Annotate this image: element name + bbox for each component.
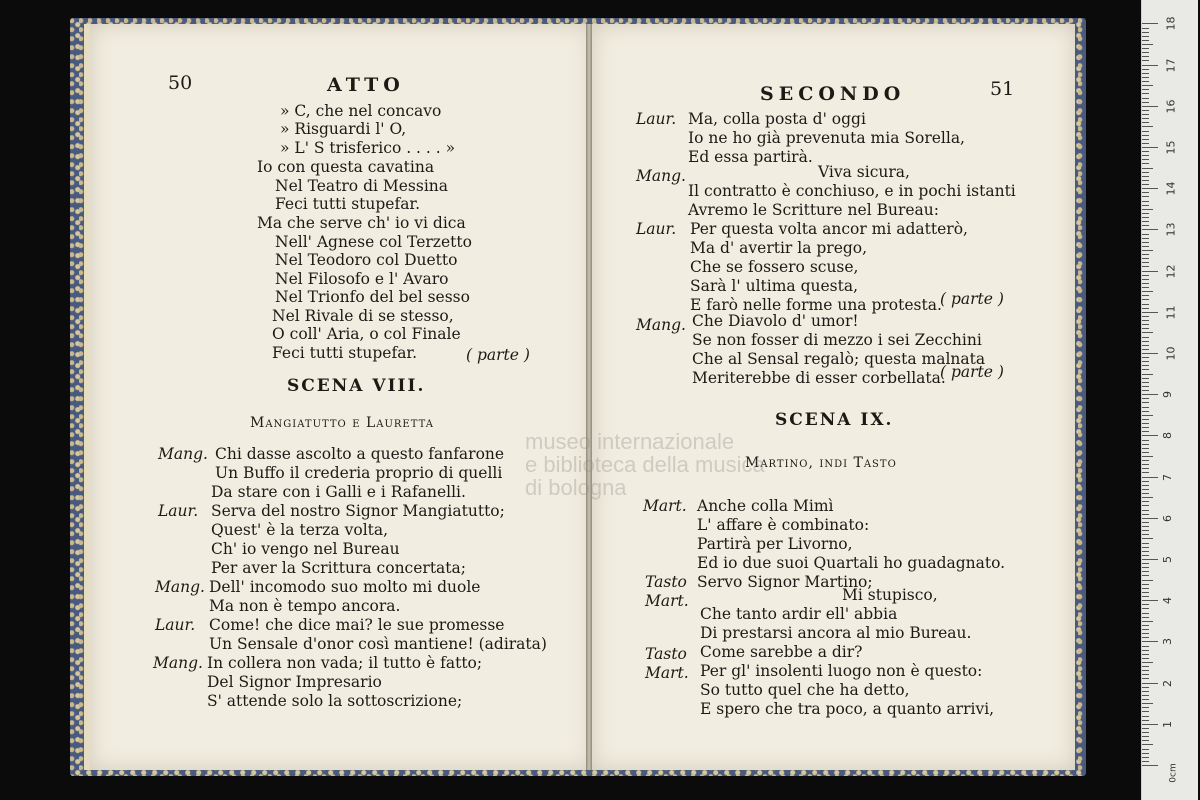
ruler-number: 11 (1164, 305, 1178, 320)
ruler-tick (1142, 221, 1149, 222)
ruler-tick (1142, 757, 1149, 758)
speaker-label: Tasto (645, 645, 687, 663)
ruler-number: 5 (1161, 556, 1174, 563)
ruler-tick (1142, 52, 1149, 53)
ruler-tick (1142, 299, 1149, 300)
ruler-tick (1142, 440, 1149, 441)
ruler-tick (1142, 691, 1149, 692)
ruler-tick (1142, 621, 1153, 622)
ruler-tick (1142, 102, 1149, 103)
dialogue-line: Dell' incomodo suo molto mi duole (209, 578, 481, 596)
right-running-head: SECONDO (760, 83, 906, 105)
ruler-tick (1142, 423, 1149, 424)
ruler-tick (1142, 543, 1149, 544)
dialogue-line: Un Sensale d'onor così mantiene! (adirata) (209, 635, 547, 653)
scene-title: SCENA VIII. (287, 376, 426, 396)
verse-line: Ma che serve ch' io vi dica (257, 214, 466, 232)
ruler-tick (1142, 501, 1149, 502)
ruler-tick (1142, 662, 1153, 663)
ruler-tick (1142, 522, 1149, 523)
ruler-tick (1142, 575, 1149, 576)
ruler-tick (1142, 580, 1153, 581)
speaker-label: Laur. (155, 616, 196, 634)
dialogue-line: Partirà per Livorno, (697, 535, 853, 553)
ruler-tick (1142, 163, 1149, 164)
ruler-tick (1142, 674, 1149, 675)
dialogue-line: Io ne ho già prevenuta mia Sorella, (688, 129, 965, 147)
ruler-tick (1142, 415, 1153, 416)
ruler-tick (1142, 394, 1158, 395)
ruler-tick (1142, 753, 1149, 754)
ruler-tick (1142, 666, 1149, 667)
ruler-tick (1142, 279, 1149, 280)
verse-line: » C, che nel concavo (280, 102, 442, 120)
ruler-tick (1142, 254, 1149, 255)
ruler-tick (1142, 407, 1149, 408)
dialogue-line: Il contratto è conchiuso, e in pochi istanti (688, 182, 1016, 200)
ruler-number: 1 (1161, 720, 1174, 728)
ruler-tick (1142, 176, 1149, 177)
ruler-tick (1142, 135, 1149, 136)
watermark-line: di bologna (525, 475, 627, 501)
speaker-label: Mang. (636, 167, 686, 185)
ruler-tick (1142, 448, 1149, 449)
ruler-number: 7 (1161, 473, 1174, 481)
ruler-number: 2 (1161, 679, 1174, 687)
ruler-tick (1142, 699, 1149, 700)
ruler-tick (1142, 435, 1158, 436)
ruler-tick (1142, 201, 1149, 202)
ruler-tick (1142, 143, 1149, 144)
watermark-line: e biblioteca della musica (525, 452, 765, 478)
ruler-tick (1142, 114, 1149, 115)
ruler-tick (1142, 526, 1149, 527)
dialogue-line: Avremo le Scritture nel Bureau: (688, 201, 939, 219)
ruler-tick (1142, 571, 1149, 572)
ruler-tick (1142, 126, 1153, 127)
ruler-tick (1142, 596, 1149, 597)
ruler-tick (1142, 761, 1149, 762)
ruler-tick (1142, 234, 1149, 235)
ruler-tick (1142, 444, 1149, 445)
ruler-tick (1142, 749, 1149, 750)
dialogue-line: Serva del nostro Signor Mangiatutto; (211, 502, 505, 520)
ruler-tick (1142, 271, 1158, 272)
ruler-tick (1142, 452, 1149, 453)
ruler-tick (1142, 60, 1149, 61)
ruler-tick (1142, 654, 1149, 655)
ruler-tick (1142, 588, 1149, 589)
ruler-number: 16 (1164, 99, 1178, 114)
ruler-tick (1142, 398, 1149, 399)
dialogue-line: Che Diavolo d' umor! (692, 312, 859, 330)
verse-line: Nell' Agnese col Terzetto (275, 233, 472, 251)
dialogue-line: Se non fosser di mezzo i sei Zecchini (692, 331, 982, 349)
ruler-tick (1142, 650, 1149, 651)
ruler-tick (1142, 633, 1149, 634)
ruler-tick (1142, 122, 1149, 123)
ruler-tick (1142, 337, 1149, 338)
ruler-number: 3 (1161, 638, 1174, 646)
ruler-tick (1142, 196, 1149, 197)
ruler-tick (1142, 382, 1149, 383)
dialogue-line: Un Buffo il crederia proprio di quelli (215, 464, 503, 482)
ruler-tick (1142, 728, 1149, 729)
library-watermark (525, 430, 765, 499)
ruler-tick (1142, 328, 1149, 329)
stage-direction: ( parte ) (466, 346, 530, 364)
dialogue-line: In collera non vada; il tutto è fatto; (207, 654, 483, 672)
ruler-tick (1142, 703, 1153, 704)
scene-cast: Martino, indi Tasto (745, 455, 897, 471)
ruler-tick (1142, 213, 1149, 214)
ruler-tick (1142, 168, 1153, 169)
measuring-ruler (1141, 0, 1198, 800)
ruler-number: 18 (1164, 16, 1178, 31)
ruler-tick (1142, 563, 1149, 564)
ruler-number: 9 (1161, 391, 1174, 399)
ruler-tick (1142, 670, 1149, 671)
ruler-tick (1142, 250, 1153, 251)
dialogue-line: Ed io due suoi Quartali ho guadagnato. (697, 554, 1006, 572)
ruler-tick (1142, 341, 1149, 342)
ruler-tick (1142, 229, 1158, 230)
dialogue-line: Sarà l' ultima questa, (690, 277, 859, 295)
ruler-tick (1142, 48, 1149, 49)
ruler-tick (1142, 472, 1149, 473)
ruler-tick (1142, 85, 1153, 86)
verse-line: » Risguardi l' O, (280, 120, 407, 138)
ruler-tick (1142, 180, 1149, 181)
ruler-tick (1142, 304, 1149, 305)
ruler-tick (1142, 765, 1158, 766)
ruler-tick (1142, 711, 1149, 712)
ruler-tick (1142, 547, 1149, 548)
ruler-tick (1142, 608, 1149, 609)
dialogue-line: Viva sicura, (818, 163, 910, 181)
dialogue-line: Che al Sensal regalò; questa malnata (692, 350, 986, 368)
ruler-tick (1142, 147, 1158, 148)
ruler-tick (1142, 69, 1149, 70)
speaker-label: Laur. (636, 110, 677, 128)
ruler-tick (1142, 131, 1149, 132)
ruler-tick (1142, 81, 1149, 82)
ruler-tick (1142, 497, 1153, 498)
ruler-tick (1142, 238, 1149, 239)
ruler-tick (1142, 534, 1149, 535)
ruler-tick (1142, 320, 1149, 321)
dialogue-line: E farò nelle forme una protesta. (690, 296, 942, 314)
ruler-tick (1142, 291, 1153, 292)
dialogue-line: Come! che dice mai? le sue promesse (209, 616, 505, 634)
dialogue-line: Ma non è tempo ancora. (209, 597, 401, 615)
ruler-number: 13 (1164, 222, 1178, 237)
ruler-tick (1142, 431, 1149, 432)
ruler-tick (1142, 716, 1149, 717)
dialogue-line: Chi dasse ascolto a questo fanfarone (215, 445, 505, 463)
ruler-tick (1142, 505, 1149, 506)
ruler-tick (1142, 625, 1149, 626)
verse-line: O coll' Aria, o col Finale (272, 325, 461, 343)
dialogue-line: Che se fossero scuse, (690, 258, 859, 276)
dialogue-line: E spero che tra poco, a quanto arrivi, (700, 700, 995, 718)
ruler-tick (1142, 139, 1149, 140)
verse-line: Feci tutti stupefar. (275, 195, 421, 213)
verse-line: Nel Teodoro col Duetto (275, 251, 458, 269)
ruler-tick (1142, 744, 1153, 745)
ruler-tick (1142, 687, 1149, 688)
ruler-tick (1142, 510, 1149, 511)
verse-line: Nel Rivale di se stesso, (272, 307, 454, 325)
speaker-label: Mart. (645, 592, 689, 610)
scene-title: SCENA IX. (775, 410, 894, 430)
dialogue-line: Di prestarsi ancora al mio Bureau. (700, 624, 972, 642)
ruler-tick (1142, 707, 1149, 708)
ruler-tick (1142, 555, 1149, 556)
ruler-tick (1142, 732, 1149, 733)
dialogue-line: So tutto quel che ha detto, (700, 681, 910, 699)
ruler-tick (1142, 151, 1149, 152)
ruler-tick (1142, 217, 1149, 218)
ruler-number: 8 (1161, 432, 1174, 440)
ruler-tick (1142, 118, 1149, 119)
dialogue-line: S' attende solo la sottoscrizione; (207, 692, 463, 710)
ruler-number: 4 (1161, 597, 1174, 605)
ruler-number: 14 (1164, 181, 1178, 196)
speaker-label: Mang. (636, 316, 686, 334)
ruler-tick (1142, 98, 1149, 99)
ruler-number: 6 (1161, 514, 1174, 522)
ruler-tick (1142, 110, 1149, 111)
ruler-tick (1142, 266, 1149, 267)
speaker-label: Mang. (155, 578, 205, 596)
right-page-number: 51 (990, 78, 1015, 100)
verse-line: Nel Trionfo del bel sesso (275, 288, 470, 306)
ruler-tick (1142, 324, 1149, 325)
ruler-tick (1142, 65, 1158, 66)
ruler-tick (1142, 551, 1149, 552)
ruler-tick (1142, 275, 1149, 276)
ruler-tick (1142, 646, 1149, 647)
speaker-label: Mang. (158, 445, 208, 463)
ruler-tick (1142, 159, 1149, 160)
ruler-tick (1142, 736, 1149, 737)
speaker-label: Mart. (643, 497, 687, 515)
dialogue-line: Mi stupisco, (842, 586, 938, 604)
ruler-tick (1142, 477, 1158, 478)
ruler-tick (1142, 155, 1149, 156)
ruler-tick (1142, 584, 1149, 585)
ruler-tick (1142, 295, 1149, 296)
ruler-tick (1142, 23, 1158, 24)
dialogue-line: Per gl' insolenti luogo non è questo: (700, 662, 983, 680)
ruler-tick (1142, 345, 1149, 346)
ruler-tick (1142, 369, 1149, 370)
ruler-tick (1142, 617, 1149, 618)
ruler-tick (1142, 386, 1149, 387)
dialogue-line: Anche colla Mimì (697, 497, 834, 515)
ruler-tick (1142, 93, 1149, 94)
ruler-tick (1142, 419, 1149, 420)
ruler-tick (1142, 724, 1158, 725)
speaker-label: Tasto (645, 573, 687, 591)
dialogue-line: Ma, colla posta d' oggi (688, 110, 866, 128)
dialogue-line: Ch' io vengo nel Bureau (211, 540, 400, 558)
ruler-tick (1142, 559, 1158, 560)
verse-line: Nel Teatro di Messina (275, 177, 449, 195)
ruler-tick (1142, 312, 1158, 313)
ruler-tick (1142, 567, 1149, 568)
ruler-tick (1142, 427, 1149, 428)
ruler-tick (1142, 258, 1149, 259)
ruler-number: 10 (1164, 346, 1178, 361)
speaker-label: Mart. (645, 664, 689, 682)
ruler-tick (1142, 592, 1149, 593)
ruler-tick (1142, 613, 1149, 614)
ruler-tick (1142, 28, 1149, 29)
ruler-tick (1142, 604, 1149, 605)
verse-line: » L' S trisferico . . . . » (280, 139, 456, 157)
ruler-tick (1142, 678, 1149, 679)
ruler-tick (1142, 353, 1158, 354)
ruler-tick (1142, 514, 1149, 515)
ruler-tick (1142, 246, 1149, 247)
ruler-tick (1142, 600, 1158, 601)
speaker-label: Laur. (158, 502, 199, 520)
ruler-tick (1142, 374, 1153, 375)
left-running-head: ATTO (327, 74, 405, 96)
dialogue-line: Quest' è la terza volta, (211, 521, 389, 539)
speaker-label: Mang. (153, 654, 203, 672)
ruler-tick (1142, 357, 1149, 358)
verse-line: Nel Filosofo e l' Avaro (275, 270, 449, 288)
ruler-tick (1142, 36, 1149, 37)
dialogue-line: L' affare è combinato: (697, 516, 870, 534)
ruler-tick (1142, 44, 1153, 45)
ruler-tick (1142, 365, 1149, 366)
dialogue-line: Da stare con i Galli e i Rafanelli. (211, 483, 466, 501)
dialogue-line: Per aver la Scrittura concertata; (211, 559, 466, 577)
ruler-tick (1142, 283, 1149, 284)
stage-direction: ( parte ) (940, 363, 1004, 381)
ruler-tick (1142, 262, 1149, 263)
ruler-tick (1142, 658, 1149, 659)
ruler-tick (1142, 390, 1149, 391)
dialogue-line: Del Signor Impresario (207, 673, 382, 691)
dialogue-line: Ma d' avertir la prego, (690, 239, 868, 257)
ruler-tick (1142, 378, 1149, 379)
dialogue-line: Servo Signor Martino; (697, 573, 873, 591)
ruler-tick (1142, 641, 1158, 642)
ruler-tick (1142, 402, 1149, 403)
ruler-tick (1142, 287, 1149, 288)
ruler-tick (1142, 456, 1153, 457)
ruler-tick (1142, 192, 1149, 193)
ruler-tick (1142, 225, 1149, 226)
ruler-tick (1142, 242, 1149, 243)
ruler-tick (1142, 106, 1158, 107)
ruler-tick (1142, 740, 1149, 741)
speaker-label: Laur. (636, 220, 677, 238)
stage-direction: ( parte ) (940, 290, 1004, 308)
ruler-tick (1142, 468, 1149, 469)
ruler-tick (1142, 361, 1149, 362)
ruler-tick (1142, 464, 1149, 465)
scene-cast: Mangiatutto e Lauretta (250, 415, 434, 431)
left-page-number: 50 (168, 72, 193, 94)
ruler-tick (1142, 209, 1153, 210)
ruler-tick (1142, 485, 1149, 486)
ruler-tick (1142, 637, 1149, 638)
ruler-tick (1142, 489, 1149, 490)
verse-line: Io con questa cavatina (257, 158, 435, 176)
ruler-tick (1142, 530, 1149, 531)
ruler-tick (1142, 40, 1149, 41)
verse-line: Feci tutti stupefar. (272, 344, 418, 362)
ruler-tick (1142, 629, 1149, 630)
ruler-tick (1142, 32, 1149, 33)
ruler-tick (1142, 188, 1158, 189)
ruler-tick (1142, 538, 1153, 539)
ruler-tick (1142, 205, 1149, 206)
ruler-tick (1142, 411, 1149, 412)
ruler-tick (1142, 77, 1149, 78)
ruler-tick (1142, 172, 1149, 173)
dialogue-line: Meriterebbe di esser corbellata. (692, 369, 946, 387)
ruler-tick (1142, 89, 1149, 90)
ruler-number: 12 (1164, 264, 1178, 279)
ruler-tick (1142, 184, 1149, 185)
ruler-tick (1142, 518, 1158, 519)
ruler-tick (1142, 683, 1158, 684)
ruler-number: 15 (1164, 140, 1178, 155)
watermark-line: museo internazionale (525, 429, 735, 454)
ruler-number: 17 (1164, 58, 1178, 73)
dialogue-line: Che tanto ardir ell' abbia (700, 605, 898, 623)
ruler-tick (1142, 73, 1149, 74)
ruler-tick (1142, 332, 1153, 333)
ruler-tick (1142, 349, 1149, 350)
ruler-tick (1142, 481, 1149, 482)
dialogue-line: Ed essa partirà. (688, 148, 813, 166)
ruler-tick (1142, 720, 1149, 721)
dialogue-line: Come sarebbe a dir? (700, 643, 863, 661)
ruler-tick (1142, 460, 1149, 461)
ruler-tick (1142, 316, 1149, 317)
ruler-tick (1142, 308, 1149, 309)
ruler-tick (1142, 56, 1149, 57)
dialogue-line: Per questa volta ancor mi adatterò, (690, 220, 968, 238)
ruler-tick (1142, 695, 1149, 696)
ruler-tick (1142, 493, 1149, 494)
ruler-unit-label: 0cm (1168, 763, 1179, 783)
